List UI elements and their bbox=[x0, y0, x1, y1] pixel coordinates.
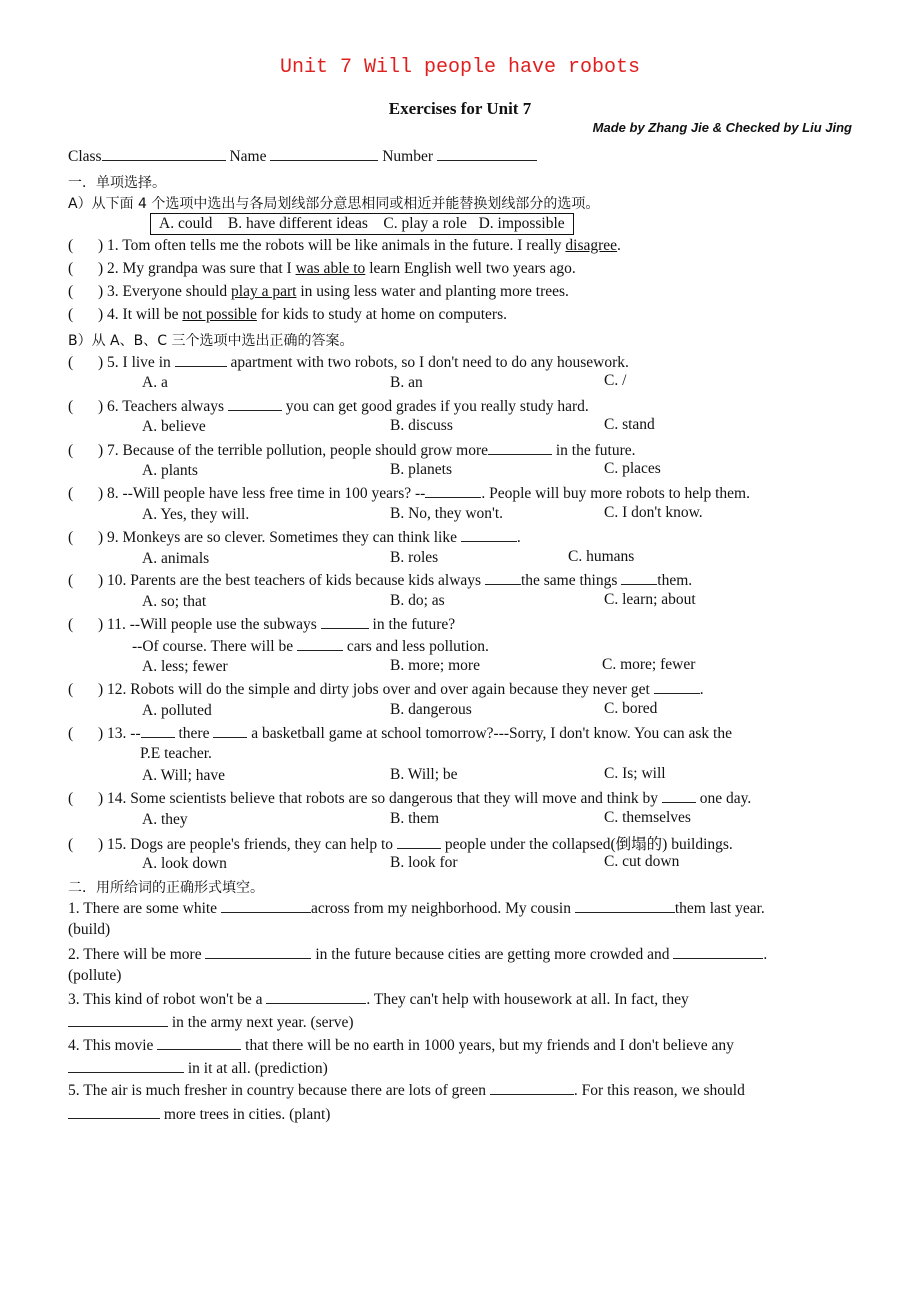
blank[interactable] bbox=[662, 788, 696, 803]
underlined-word: disagree bbox=[565, 237, 618, 254]
blank[interactable] bbox=[205, 944, 311, 959]
q-text: cars and less pollution. bbox=[342, 638, 489, 655]
answer-paren[interactable]: ( bbox=[68, 354, 74, 371]
q-text: in it at all. (prediction) bbox=[184, 1060, 328, 1077]
q14-option-b[interactable]: B. them bbox=[390, 810, 440, 827]
number-label: Number bbox=[382, 148, 434, 165]
q-text: for kids to study at home on computers. bbox=[256, 306, 507, 323]
q6-option-a[interactable]: A. believe bbox=[142, 418, 206, 435]
blank[interactable] bbox=[673, 944, 763, 959]
fill-5-line2 bbox=[68, 1104, 330, 1124]
fill-1 bbox=[68, 898, 765, 918]
q-text: . bbox=[617, 237, 621, 254]
blank[interactable] bbox=[297, 636, 343, 651]
question-5 bbox=[68, 352, 629, 372]
q-text: . For this reason, we should bbox=[573, 1082, 745, 1099]
q5-option-a[interactable]: A. a bbox=[142, 374, 168, 391]
section2-heading: 二．用所给词的正确形式填空。 bbox=[68, 880, 264, 896]
q-text: 4. This movie bbox=[68, 1037, 158, 1054]
blank[interactable] bbox=[68, 1012, 168, 1027]
q6-option-c[interactable]: C. stand bbox=[604, 416, 655, 433]
answer-paren[interactable]: ( bbox=[68, 572, 74, 589]
q10-option-c[interactable]: C. learn; about bbox=[604, 591, 696, 608]
q-text: one day. bbox=[695, 790, 752, 807]
q-text: ) 9. Monkeys are so clever. Sometimes they can think like bbox=[98, 529, 461, 546]
q8-option-b[interactable]: B. No, they won't. bbox=[390, 505, 504, 522]
fill-1-hint: (build) bbox=[68, 921, 111, 938]
q-text: the same things bbox=[520, 572, 622, 589]
q-text: 5. The air is much fresher in country because there are lots of green bbox=[68, 1082, 490, 1099]
q10-option-b[interactable]: B. do; as bbox=[390, 592, 445, 609]
partB-instruction: B）从 A、B、C 三个选项中选出正确的答案。 bbox=[68, 333, 354, 349]
q-text: in the future because cities are getting more crowded and bbox=[311, 946, 674, 963]
q14-option-c[interactable]: C. themselves bbox=[604, 809, 691, 826]
q-text: . bbox=[763, 946, 768, 963]
q11-option-b[interactable]: B. more; more bbox=[390, 657, 480, 674]
q9-option-b[interactable]: B. roles bbox=[390, 549, 439, 566]
blank[interactable] bbox=[266, 989, 366, 1004]
q-text: more trees in cities. (plant) bbox=[160, 1106, 331, 1123]
q13-option-a[interactable]: A. Will; have bbox=[142, 767, 226, 784]
q-text: ) 3. Everyone should bbox=[98, 283, 232, 300]
q7-option-a[interactable]: A. plants bbox=[142, 462, 198, 479]
underlined-word: play a part bbox=[231, 283, 297, 300]
blank[interactable] bbox=[488, 440, 552, 455]
fill-3 bbox=[68, 989, 689, 1009]
fill-5 bbox=[68, 1080, 745, 1100]
q-text: a basketball game at school tomorrow?---Sorry, I don't know. You can ask the bbox=[247, 725, 732, 742]
q9-option-c[interactable]: C. humans bbox=[568, 548, 635, 565]
fill-2 bbox=[68, 944, 767, 964]
q12-option-b[interactable]: B. dangerous bbox=[390, 701, 472, 718]
info-line bbox=[68, 146, 537, 166]
q-text: ) 1. Tom often tells me the robots will be like animals in the future. I really bbox=[98, 237, 566, 254]
blank[interactable] bbox=[575, 898, 675, 913]
q14-option-a[interactable]: A. they bbox=[142, 811, 188, 828]
blank[interactable] bbox=[485, 570, 521, 585]
question-12 bbox=[68, 679, 704, 699]
q5-option-b[interactable]: B. an bbox=[390, 374, 423, 391]
blank[interactable] bbox=[213, 723, 247, 738]
box-option-a: A. could bbox=[159, 215, 213, 232]
q-text: --Of course. There will be bbox=[132, 638, 297, 655]
answer-paren[interactable]: ( bbox=[68, 485, 74, 502]
blank[interactable] bbox=[175, 352, 227, 367]
blank[interactable] bbox=[228, 396, 282, 411]
q-text: them. bbox=[657, 572, 693, 589]
q-text: learn English well two years ago. bbox=[365, 260, 576, 277]
q-text: people under the collapsed(倒塌的) buildings. bbox=[440, 836, 733, 853]
q5-option-c[interactable]: C. / bbox=[604, 372, 627, 389]
answer-paren[interactable]: ( bbox=[68, 306, 74, 323]
answer-paren[interactable]: ( bbox=[68, 398, 74, 415]
underlined-word: was able to bbox=[295, 260, 366, 277]
q8-option-a[interactable]: A. Yes, they will. bbox=[142, 506, 250, 523]
q-text: ) 5. I live in bbox=[98, 354, 175, 371]
q-text: apartment with two robots, so I don't need to do any housework. bbox=[226, 354, 629, 371]
question-13-line2: P.E teacher. bbox=[140, 745, 212, 762]
answer-paren[interactable]: ( bbox=[68, 790, 74, 807]
blank[interactable] bbox=[68, 1058, 184, 1073]
q-text: them last year. bbox=[674, 900, 765, 917]
q-text: ) 2. My grandpa was sure that I bbox=[98, 260, 296, 277]
blank[interactable] bbox=[621, 570, 657, 585]
fill-2-hint: (pollute) bbox=[68, 967, 122, 984]
question-a4 bbox=[68, 306, 507, 324]
underlined-word: not possible bbox=[182, 306, 257, 323]
blank[interactable] bbox=[157, 1035, 241, 1050]
q11-option-a[interactable]: A. less; fewer bbox=[142, 658, 228, 675]
blank[interactable] bbox=[490, 1080, 574, 1095]
q-text: . People will buy more robots to help them. bbox=[481, 485, 750, 502]
blank[interactable] bbox=[321, 614, 369, 629]
q-text: ) 6. Teachers always bbox=[98, 398, 228, 415]
q-text: 1. There are some white bbox=[68, 900, 221, 917]
class-blank[interactable] bbox=[102, 146, 226, 161]
answer-paren[interactable]: ( bbox=[68, 681, 74, 698]
q-text: ) 13. -- bbox=[98, 725, 141, 742]
answer-paren[interactable]: ( bbox=[68, 725, 74, 742]
box-option-d: D. impossible bbox=[478, 215, 565, 232]
answer-paren[interactable]: ( bbox=[68, 283, 74, 300]
q8-option-c[interactable]: C. I don't know. bbox=[604, 504, 703, 521]
q-text: ) 8. --Will people have less free time in 100 years? -- bbox=[98, 485, 426, 502]
question-a1 bbox=[68, 237, 621, 255]
credit-line: Made by Zhang Jie & Checked by Liu Jing bbox=[592, 120, 852, 135]
question-8 bbox=[68, 483, 750, 503]
partA-instruction: A）从下面 4 个选项中选出与各局划线部分意思相同或相近并能替换划线部分的选项。 bbox=[68, 196, 600, 212]
q-text: . bbox=[516, 529, 521, 546]
q-text: ) 14. Some scientists believe that robots are so dangerous that they will move and think by bbox=[98, 790, 662, 807]
option-box bbox=[150, 213, 574, 235]
question-11 bbox=[68, 614, 455, 634]
question-a3 bbox=[68, 283, 569, 301]
q10-option-a[interactable]: A. so; that bbox=[142, 593, 207, 610]
q-text: ) 10. Parents are the best teachers of kids because kids always bbox=[98, 572, 485, 589]
box-option-b: B. have different ideas bbox=[227, 215, 368, 232]
fill-3-line2 bbox=[68, 1012, 354, 1032]
q-text: across from my neighborhood. My cousin bbox=[310, 900, 575, 917]
q-text: there bbox=[174, 725, 214, 742]
q-text: ) 7. Because of the terrible pollution, people should grow more bbox=[98, 442, 488, 459]
q12-option-c[interactable]: C. bored bbox=[604, 700, 658, 717]
blank[interactable] bbox=[461, 527, 517, 542]
q-text: ) 15. Dogs are people's friends, they can help to bbox=[98, 836, 397, 853]
question-6 bbox=[68, 396, 589, 416]
blank[interactable] bbox=[654, 679, 700, 694]
q15-option-c[interactable]: C. cut down bbox=[604, 853, 680, 870]
q-text: . bbox=[699, 681, 704, 698]
q-text: 3. This kind of robot won't be a bbox=[68, 991, 267, 1008]
question-10 bbox=[68, 570, 692, 590]
q-text: ) 4. It will be bbox=[98, 306, 183, 323]
answer-paren[interactable]: ( bbox=[68, 442, 74, 459]
q-text: ) 11. --Will people use the subways bbox=[98, 616, 321, 633]
question-11-line2 bbox=[132, 636, 489, 656]
q-text: 2. There will be more bbox=[68, 946, 206, 963]
q-text: in the future? bbox=[368, 616, 456, 633]
q13-option-c[interactable]: C. Is; will bbox=[604, 765, 666, 782]
class-label: Class bbox=[68, 148, 102, 165]
question-13 bbox=[68, 723, 732, 743]
page-title: Unit 7 Will people have robots bbox=[279, 56, 641, 79]
box-option-c: C. play a role bbox=[383, 215, 467, 232]
q-text: in the future. bbox=[551, 442, 636, 459]
q15-option-a[interactable]: A. look down bbox=[142, 855, 227, 872]
q-text: in using less water and planting more trees. bbox=[296, 283, 569, 300]
q9-option-a[interactable]: A. animals bbox=[142, 550, 210, 567]
name-blank[interactable] bbox=[270, 146, 378, 161]
q6-option-b[interactable]: B. discuss bbox=[390, 417, 453, 434]
section1-heading: 一．单项选择。 bbox=[68, 175, 166, 191]
name-label: Name bbox=[229, 148, 267, 165]
question-7 bbox=[68, 440, 636, 460]
answer-paren[interactable]: ( bbox=[68, 836, 74, 853]
q7-option-c[interactable]: C. places bbox=[604, 460, 661, 477]
q-text: that there will be no earth in 1000 years, but my friends and I don't believe any bbox=[241, 1037, 734, 1054]
q-text: . They can't help with housework at all. In fact, they bbox=[366, 991, 689, 1008]
answer-paren[interactable]: ( bbox=[68, 529, 74, 546]
q-text: ) 12. Robots will do the simple and dirty jobs over and over again because they never get bbox=[98, 681, 654, 698]
question-14 bbox=[68, 788, 751, 808]
page-subtitle: Exercises for Unit 7 bbox=[388, 99, 532, 118]
q15-option-b[interactable]: B. look for bbox=[390, 854, 458, 871]
answer-paren[interactable]: ( bbox=[68, 260, 74, 277]
question-15 bbox=[68, 832, 733, 854]
q-text: in the army next year. (serve) bbox=[168, 1014, 354, 1031]
answer-paren[interactable]: ( bbox=[68, 237, 74, 254]
blank[interactable] bbox=[425, 483, 481, 498]
q11-option-c[interactable]: C. more; fewer bbox=[602, 656, 696, 673]
fill-4-line2 bbox=[68, 1058, 328, 1078]
q-text: you can get good grades if you really study hard. bbox=[281, 398, 589, 415]
blank[interactable] bbox=[397, 834, 441, 849]
number-blank[interactable] bbox=[437, 146, 537, 161]
question-a2 bbox=[68, 260, 576, 278]
blank[interactable] bbox=[141, 723, 175, 738]
q13-option-b[interactable]: B. Will; be bbox=[390, 766, 458, 783]
fill-4 bbox=[68, 1035, 734, 1055]
blank[interactable] bbox=[221, 898, 311, 913]
q7-option-b[interactable]: B. planets bbox=[390, 461, 452, 478]
q12-option-a[interactable]: A. polluted bbox=[142, 702, 212, 719]
answer-paren[interactable]: ( bbox=[68, 616, 74, 633]
question-9 bbox=[68, 527, 521, 547]
blank[interactable] bbox=[68, 1104, 160, 1119]
